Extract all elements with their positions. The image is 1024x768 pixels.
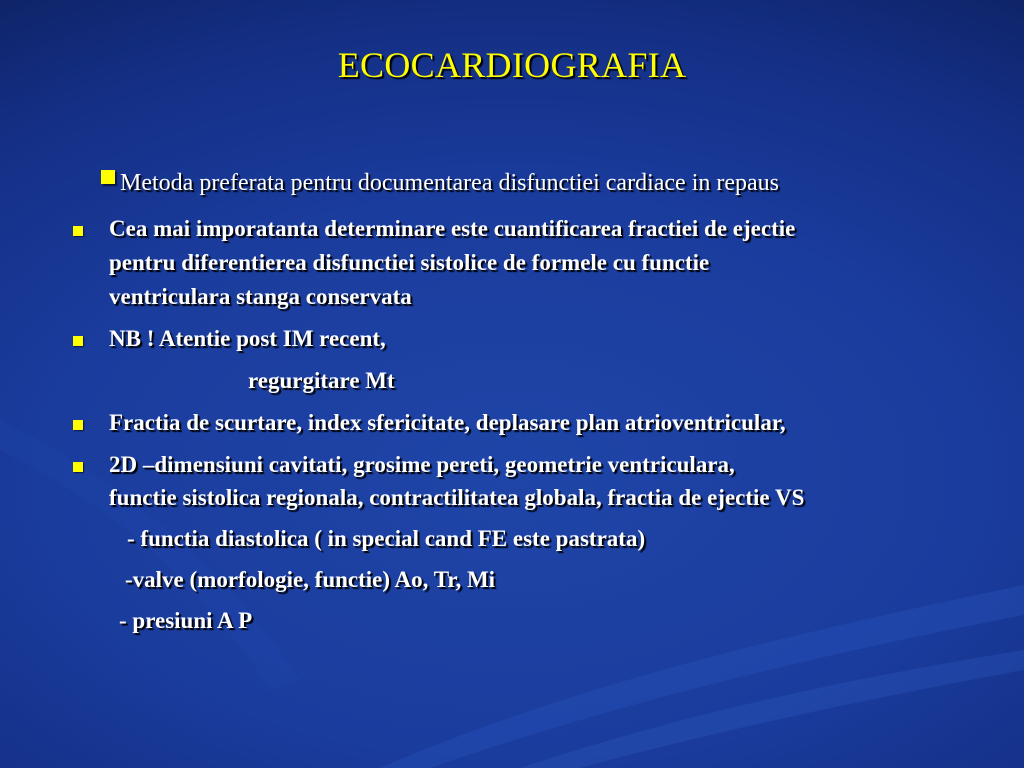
slide-title: ECOCARDIOGRAFIA — [337, 45, 687, 85]
bullet-text-2: Cea mai imporatanta determinare este cuantificarea fractiei de ejectie — [109, 216, 796, 241]
bullet-text-5-cont: functie sistolica regionala, contractilitatea globala, fractia de ejectie VS — [109, 485, 805, 510]
bullet-text-1: Metoda preferata pentru documentarea disfunctiei cardiace in repaus — [120, 170, 780, 196]
bullet-square-icon — [73, 462, 83, 472]
bullet-text-5: 2D –dimensiuni cavitati, grosime pereti, geometrie ventriculara, — [109, 452, 735, 477]
bullet-square-icon — [73, 226, 83, 236]
bullet-text-2-cont-2: ventriculara stanga conservata — [109, 284, 412, 309]
bullet-square-icon — [73, 336, 83, 346]
bullet-text-3-cont: regurgitare Mt — [248, 368, 395, 393]
bullet-square-icon — [73, 420, 83, 430]
sub-item-pressures: - presiuni A P — [119, 608, 253, 633]
bullet-text-4: Fractia de scurtare, index sfericitate, deplasare plan atrioventricular, — [109, 410, 786, 435]
bullet-text-2-cont-1: pentru diferentierea disfunctiei sistolice de formele cu functie — [109, 250, 710, 275]
bullet-text-3: NB ! Atentie post IM recent, — [109, 326, 386, 351]
sub-item-diastolic: - functia diastolica ( in special cand FE este pastrata) — [127, 526, 646, 551]
bullet-square-icon — [101, 170, 115, 184]
sub-item-valves: -valve (morfologie, functie) Ao, Tr, Mi — [125, 567, 496, 592]
